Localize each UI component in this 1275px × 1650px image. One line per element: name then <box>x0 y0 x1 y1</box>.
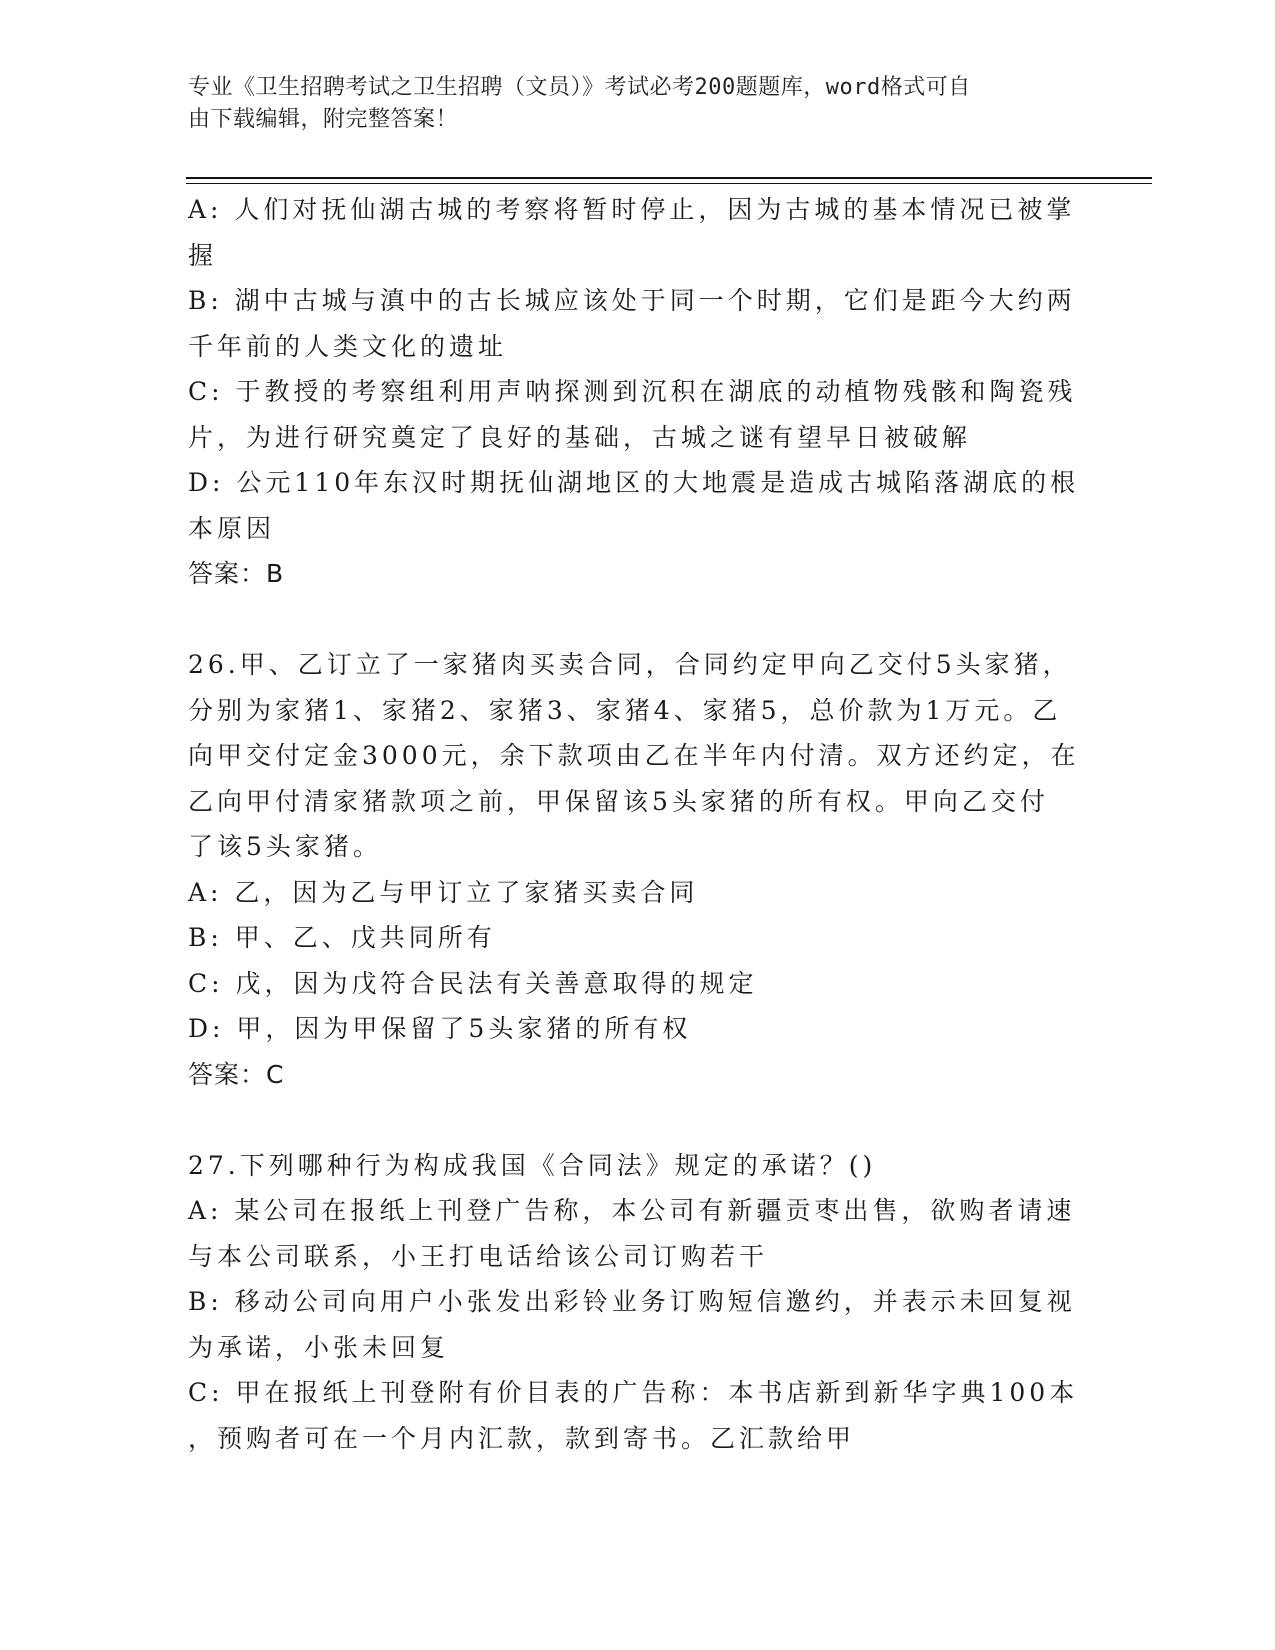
header-divider-thick <box>186 177 1152 179</box>
header-line-2: 由下载编辑，附完整答案！ <box>188 107 459 132</box>
question-spacer <box>188 597 1088 643</box>
q26-option-d: D: 甲，因为甲保留了5头家猪的所有权 <box>188 1014 692 1043</box>
q27-stem-line-1: 27.下列哪种行为构成我国《合同法》规定的承诺？() <box>188 1150 877 1180</box>
q27-option-a-line-2: 与本公司联系，小王打电话给该公司订购若干 <box>188 1241 769 1271</box>
q25-option-a-line-2: 握 <box>188 240 218 270</box>
q27-option-b-line-1: B: 移动公司向用户小张发出彩铃业务订购短信邀约，并表示未回复视 <box>188 1287 1076 1316</box>
header-divider-thin <box>186 183 1152 184</box>
q26-stem-line-4: 乙向甲付清家猪款项之前，甲保留该5头家猪的所有权。甲向乙交付 <box>188 786 1049 816</box>
header-line-1: 专业《卫生招聘考试之卫生招聘（文员）》考试必考200题题库，word格式可自 <box>188 75 971 100</box>
q26-stem-line-2: 分别为家猪1、家猪2、家猪3、家猪4、家猪5，总价款为1万元。乙 <box>188 695 1062 725</box>
question-26 <box>188 642 1088 1097</box>
q25-option-d-line-2: 本原因 <box>188 513 276 543</box>
question-25 <box>188 187 1088 597</box>
q27-option-b-line-2: 为承诺，小张未回复 <box>188 1332 450 1362</box>
q26-option-b: B: 甲、乙、戊共同所有 <box>188 923 496 952</box>
q25-option-b-line-2: 千年前的人类文化的遗址 <box>188 331 508 361</box>
q25-option-a-line-1: A: 人们对抚仙湖古城的考察将暂时停止，因为古城的基本情况已被掌 <box>188 195 1076 224</box>
q25-option-b-line-1: B: 湖中古城与滇中的古长城应该处于同一个时期，它们是距今大约两 <box>188 286 1076 315</box>
document-header <box>188 72 1068 136</box>
q26-answer: 答案：C <box>188 1059 285 1089</box>
q27-option-c-line-1: C: 甲在报纸上刊登附有价目表的广告称：本书店新到新华字典100本 <box>188 1378 1079 1407</box>
q26-stem-line-1: 26.甲、乙订立了一家猪肉买卖合同，合同约定甲向乙交付5头家猪， <box>188 650 1072 679</box>
q25-option-c-line-1: C: 于教授的考察组利用声呐探测到沉积在湖底的动植物残骸和陶瓷残 <box>188 377 1077 406</box>
q27-option-a-line-1: A: 某公司在报纸上刊登广告称，本公司有新疆贡枣出售，欲购者请速 <box>188 1196 1076 1225</box>
q25-option-c-line-2: 片，为进行研究奠定了良好的基础，古城之谜有望早日被破解 <box>188 422 972 452</box>
q26-stem-line-5: 了该5头家猪。 <box>188 832 382 861</box>
q25-option-d-line-1: D: 公元110年东汉时期抚仙湖地区的大地震是造成古城陷落湖底的根 <box>188 468 1080 497</box>
q25-answer: 答案：B <box>188 559 285 588</box>
question-27 <box>188 1143 1088 1462</box>
q26-stem-line-3: 向甲交付定金3000元，余下款项由乙在半年内付清。双方还约定，在 <box>188 741 1080 770</box>
q26-option-c: C: 戊，因为戊符合民法有关善意取得的规定 <box>188 968 758 998</box>
q27-option-c-line-2: ，预购者可在一个月内汇款，款到寄书。乙汇款给甲 <box>188 1423 856 1453</box>
q26-option-a: A: 乙，因为乙与甲订立了家猪买卖合同 <box>188 877 699 907</box>
document-body <box>188 187 1088 1461</box>
question-spacer <box>188 1097 1088 1143</box>
